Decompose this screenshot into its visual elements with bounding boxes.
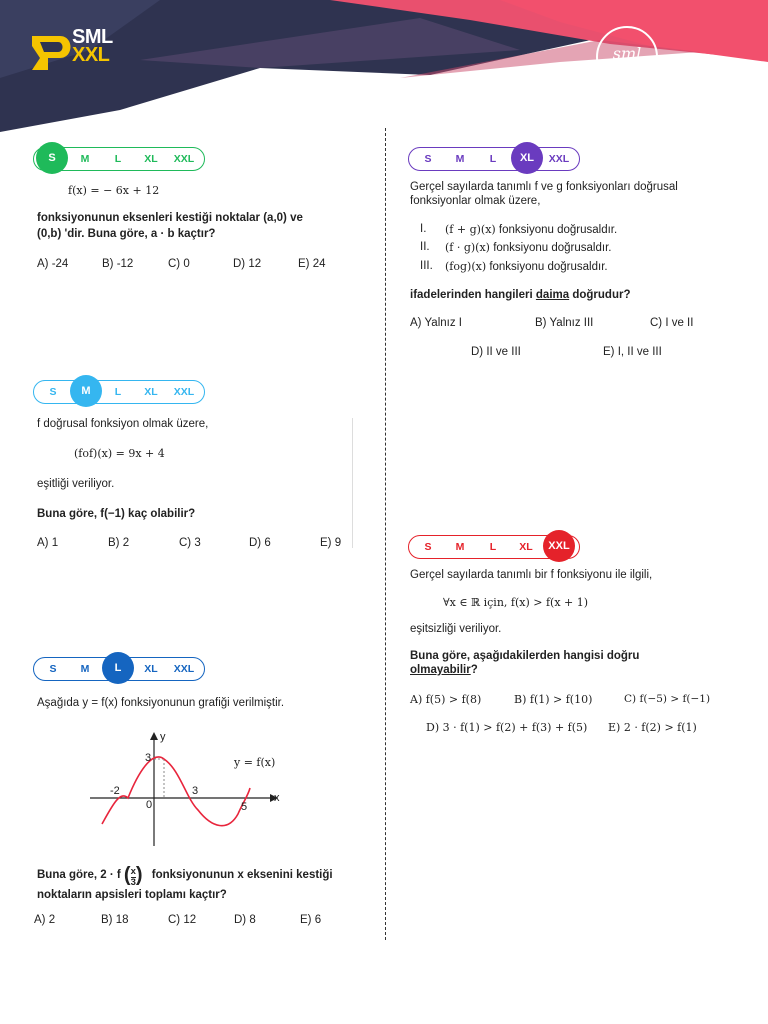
level-l: L xyxy=(114,386,122,398)
q5-option-d: D) 3 · f(1) > f(2) + f(3) + f(5) xyxy=(426,721,588,734)
tick-y3: 3 xyxy=(145,752,152,764)
q3-question xyxy=(37,864,333,888)
q2-option-e: E) 9 xyxy=(320,537,342,549)
q5-question1: Buna göre, aşağıdakilerden hangisi doğru xyxy=(410,650,640,662)
q4-item-3 xyxy=(445,260,608,273)
q2-text1: f doğrusal fonksiyon olmak üzere, xyxy=(37,418,209,430)
q1-option-c: C) 0 xyxy=(168,258,190,270)
level-active-xxl: XXL xyxy=(543,530,575,562)
q4-option-e: E) I, II ve III xyxy=(603,346,662,358)
q4-text1: Gerçel sayılarda tanımlı f ve g fonksiyonları doğrusal xyxy=(410,181,678,193)
level-s: S xyxy=(424,541,432,553)
q3-paren-close: ) xyxy=(135,864,143,886)
q2-option-c: C) 3 xyxy=(179,537,201,549)
q2-option-b: B) 2 xyxy=(108,537,130,549)
level-l: L xyxy=(489,153,497,165)
q1-text1: fonksiyonunun eksenleri kestiği noktalar (a,0) ve xyxy=(37,212,303,224)
tick-x3: 3 xyxy=(192,785,199,797)
q4-question xyxy=(410,289,630,301)
logo-line1: SML xyxy=(72,26,113,48)
level-s: S xyxy=(424,153,432,165)
q4-item-1 xyxy=(445,223,617,236)
q3-option-c: C) 12 xyxy=(168,914,197,926)
q3-question2: noktaların apsisleri toplamı kaçtır? xyxy=(37,889,227,901)
q3-text1: Aşağıda y = f(x) fonksiyonunun grafiği verilmiştir. xyxy=(37,697,285,709)
level-s: S xyxy=(49,663,57,675)
seal-icon xyxy=(596,26,658,88)
level-s: S xyxy=(49,386,57,398)
thin-divider xyxy=(352,418,353,548)
q3-graph xyxy=(90,728,290,850)
q3-option-e: E) 6 xyxy=(300,914,322,926)
level-active-s: S xyxy=(36,142,68,174)
q1-formula: f(x) = − 6x + 12 xyxy=(68,184,160,197)
q3-frac-num: x xyxy=(130,866,136,877)
q3-question-a: Buna göre, 2 · f xyxy=(37,869,121,881)
q3-option-b: B) 18 xyxy=(101,914,129,926)
q4-text2: fonksiyonlar olmak üzere, xyxy=(410,195,541,207)
y-axis-label: y xyxy=(160,731,166,743)
q4-item-3-rest: fonksiyonu doğrusaldır. xyxy=(489,261,608,273)
level-m: M xyxy=(455,541,465,553)
q5-option-a: A) f(5) > f(8) xyxy=(410,693,482,706)
q4-item-2-num: II. xyxy=(420,241,430,253)
q4-question-a: ifadelerinden hangileri xyxy=(410,289,533,301)
level-m: M xyxy=(80,663,90,675)
level-m: M xyxy=(455,153,465,165)
q4-item-3-expr: (fog)(x) xyxy=(445,260,487,273)
seal-text: sml xyxy=(612,44,642,63)
level-m: M xyxy=(80,153,90,165)
level-xxl: XXL xyxy=(173,386,195,398)
q5-question2 xyxy=(410,664,478,676)
level-active-xl: XL xyxy=(511,142,543,174)
level-active-m: M xyxy=(70,375,102,407)
q1-option-a: A) -24 xyxy=(37,258,69,270)
q2-text2: eşitliği veriliyor. xyxy=(37,478,115,490)
q4-option-b: B) Yalnız III xyxy=(535,317,594,329)
level-xxl: XXL xyxy=(173,153,195,165)
q4-item-2-expr: (f · g)(x) xyxy=(445,241,490,254)
q1-option-b: B) -12 xyxy=(102,258,134,270)
level-pill-q4 xyxy=(408,147,580,171)
curve-label: y = f(x) xyxy=(234,756,276,769)
q1-option-e: E) 24 xyxy=(298,258,326,270)
q4-option-c: C) I ve II xyxy=(650,317,694,329)
tick-minus2: -2 xyxy=(110,785,120,797)
level-pill-q1 xyxy=(33,147,205,171)
q2-question: Buna göre, f(−1) kaç olabilir? xyxy=(37,508,196,520)
column-divider xyxy=(385,128,386,940)
q4-option-d: D) II ve III xyxy=(471,346,521,358)
level-xl: XL xyxy=(144,663,158,675)
q5-option-b: B) f(1) > f(10) xyxy=(514,693,593,706)
q5-option-e: E) 2 · f(2) > f(1) xyxy=(608,721,697,734)
y-axis-arrow xyxy=(150,732,158,740)
x-axis-label: x xyxy=(274,792,280,804)
q4-item-3-num: III. xyxy=(420,260,433,272)
level-xxl: XXL xyxy=(173,663,195,675)
q4-item-1-expr: (f + g)(x) xyxy=(445,223,496,236)
level-xl: XL xyxy=(144,386,158,398)
q4-item-1-rest: fonksiyonu doğrusaldır. xyxy=(498,224,618,236)
tick-origin: 0 xyxy=(146,799,153,811)
logo-line2: XXL xyxy=(72,44,110,66)
seal-subtext: MATEMATİK xyxy=(613,65,641,70)
q3-paren-open: ( xyxy=(123,864,131,886)
q3-frac-den: 3 xyxy=(130,877,136,888)
level-active-l: L xyxy=(102,652,134,684)
level-l: L xyxy=(489,541,497,553)
level-pill-q2 xyxy=(33,380,205,404)
q5-question2-underlined: olmayabilir xyxy=(410,664,471,676)
q3-option-d: D) 8 xyxy=(234,914,256,926)
q4-question-b: doğrudur? xyxy=(572,289,631,301)
q5-text2: eşitsizliği veriliyor. xyxy=(410,623,502,635)
q4-option-a: A) Yalnız I xyxy=(410,317,462,329)
q2-formula: (fof)(x) = 9x + 4 xyxy=(74,447,165,460)
q4-item-2-rest: fonksiyonu doğrusaldır. xyxy=(493,242,612,254)
function-curve xyxy=(102,757,250,826)
level-xl: XL xyxy=(519,541,533,553)
q2-option-a: A) 1 xyxy=(37,537,59,549)
logo-text xyxy=(72,28,113,64)
q5-text1: Gerçel sayılarda tanımlı bir f fonksiyonu ile ilgili, xyxy=(410,569,653,581)
q1-text2: (0,b) 'dir. Buna göre, a · b kaçtır? xyxy=(37,228,216,240)
q5-question2-end: ? xyxy=(470,664,478,676)
level-l: L xyxy=(114,153,122,165)
q4-question-underlined: daima xyxy=(535,289,570,301)
q2-option-d: D) 6 xyxy=(249,537,271,549)
q3-question-b: fonksiyonunun x eksenini kestiği xyxy=(151,869,333,881)
q5-option-c: C) f(−5) > f(−1) xyxy=(624,693,711,705)
level-xxl: XXL xyxy=(548,153,570,165)
q3-option-a: A) 2 xyxy=(34,914,56,926)
q5-formula: ∀x ∈ ℝ için, f(x) > f(x + 1) xyxy=(443,596,589,609)
level-pill-q3 xyxy=(33,657,205,681)
tick-x5: 5 xyxy=(241,801,248,813)
level-xl: XL xyxy=(144,153,158,165)
q4-item-1-num: I. xyxy=(420,223,427,235)
q4-item-2 xyxy=(445,241,611,254)
level-pill-q5 xyxy=(408,535,580,559)
q1-option-d: D) 12 xyxy=(233,258,262,270)
